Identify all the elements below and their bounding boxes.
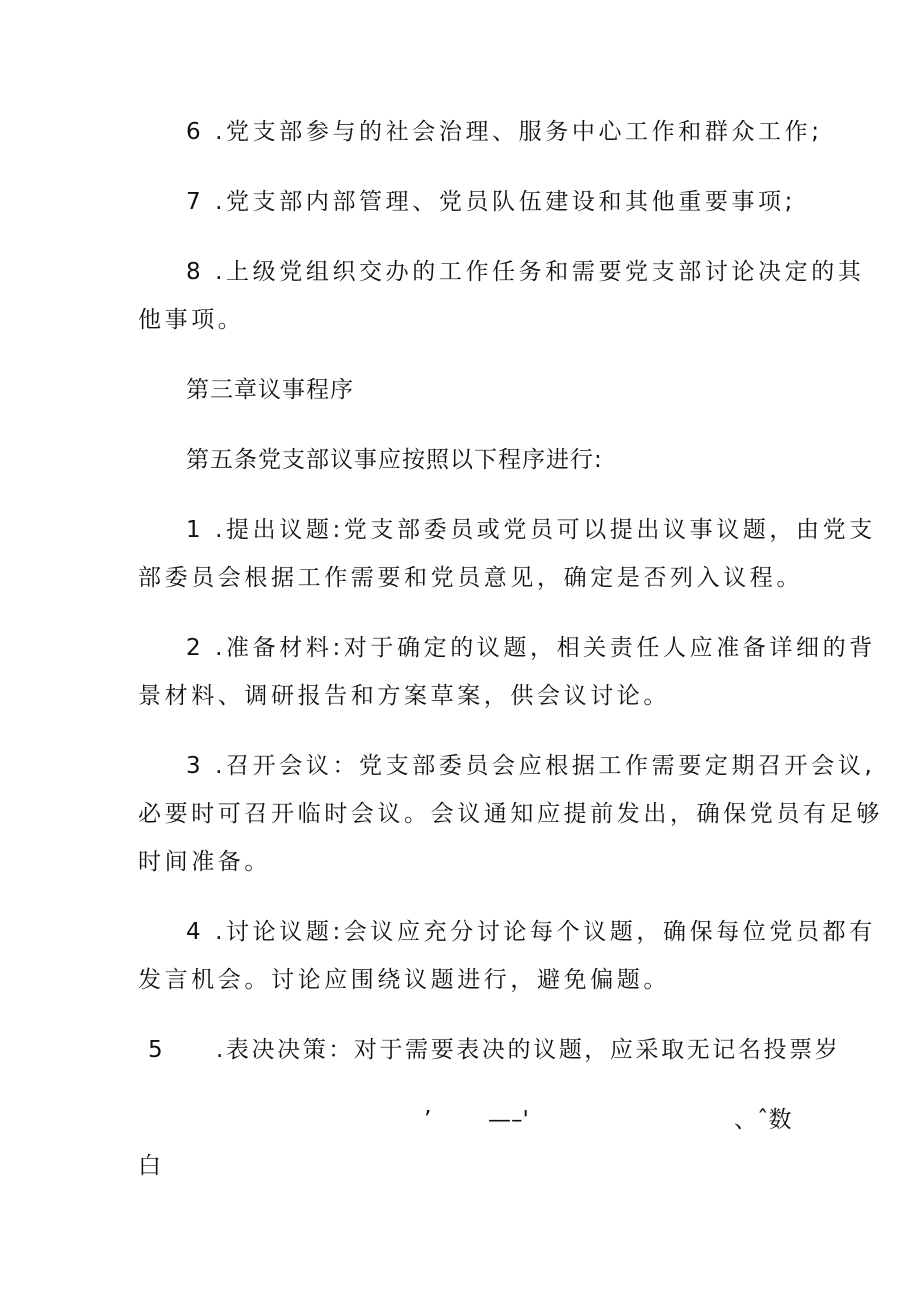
step-2-line-2: 景材料、调研报告和方案草案，供会议讨论。 [138,683,670,709]
step-5-number: 5 [148,1037,163,1063]
step-2-line-1: 2 .准备材料:对于确定的议题，相关责任人应准备详细的背 [186,635,876,661]
step-5-text: .表决决策：对于需要表决的议题，应采取无记名投票岁 [216,1037,841,1063]
garbled-fragment-4: 白 [138,1153,161,1179]
garbled-fragment-3: 、ˆ数 [734,1107,792,1133]
step-3-line-3: 时间准备。 [138,849,271,875]
garbled-fragment-2: —⁠–' [488,1107,529,1133]
chapter-3-title: 第三章议事程序 [186,377,354,403]
step-4-line-1: 4 .讨论议题:会议应充分讨论每个议题，确保每位党员都有 [186,919,876,945]
step-3-line-1: 3 .召开会议：党支部委员会应根据工作需要定期召开会议, [186,753,876,779]
step-1-line-2: 部委员会根据工作需要和党员意见，确定是否列入议程。 [138,565,803,591]
garbled-fragment-1: ’ [424,1107,432,1133]
item-6: 6 .党支部参与的社会治理、服务中心工作和群众工作; [186,119,823,145]
step-3-line-2: 必要时可召开临时会议。会议通知应提前发出，确保党员有足够 [138,801,883,827]
article-5-intro: 第五条党支部议事应按照以下程序进行: [186,447,603,473]
step-1-line-1: 1 .提出议题:党支部委员或党员可以提出议事议题，由党支 [186,517,876,543]
item-8-line-1: 8 .上级党组织交办的工作任务和需要党支部讨论决定的其 [186,259,865,285]
item-8-line-2: 他事项。 [138,307,245,333]
step-4-line-2: 发言机会。讨论应围绕议题进行，避免偏题。 [138,967,670,993]
item-7: 7 .党支部内部管理、党员队伍建设和其他重要事项; [186,189,797,215]
